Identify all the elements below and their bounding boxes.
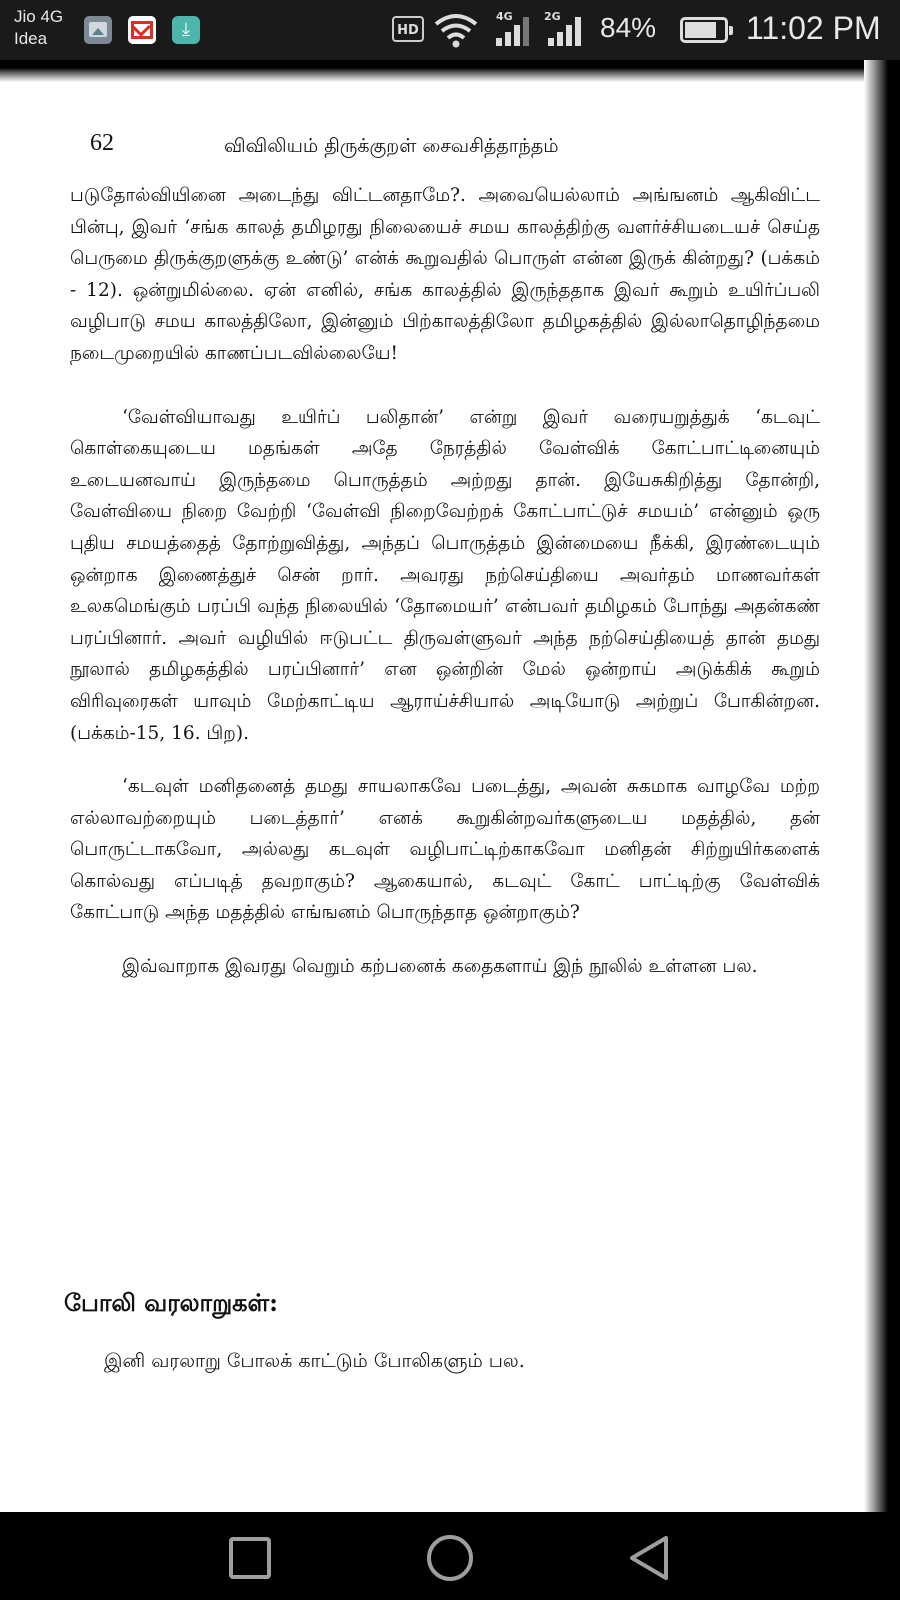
scan-edge-top (0, 60, 900, 82)
signal-1-label: 4G (496, 10, 513, 23)
scan-edge-right (864, 60, 900, 1512)
signal-strength-2-icon (540, 12, 596, 52)
carrier-line-2: Idea (14, 29, 48, 48)
home-circle-icon[interactable] (422, 1530, 478, 1586)
page-number: 62 (90, 130, 114, 156)
recents-square-icon[interactable] (222, 1530, 278, 1586)
paragraph-2: ‘வேள்வியாவது உயிர்ப் பலிதான்’ என்று இவர் வரையறுத்துக் ‘கடவுட் கொள்கையுடைய மதங்கள் அதே நேரத்தில் வேள்விக் கோட்பாட்டினையும் உடையனவாய் இருந்தமை பொருத்தம் அற்றது தான். இயேசுகிறித்து தோன்றி, வேள்வியை நிறை வேற்றி ‘வேள்வி நிறைவேற்றக் கோட்பாட்டுச் சமயம்’ என்னும் ஒரு புதிய சமயத்தைத் தோற்றுவித்து, அந்தப் பொருத்தம் இன்மையை நீக்கி, இரண்டையும் ஒன்றாக இணைத்துச் சென் றார். அவரது நற்செய்தியை அவர்தம் மாணவர்கள் உலகமெங்கும் பரப்பி வந்த நிலையில் ‘தோமையர்’ என்பவர் தமிழகம் போந்து அதன்கண் பரப்பினார். அவர் வழியில் ஈடுபட்ட திருவள்ளுவர் அந்த நற்செய்தியைத் தான் தமது நூலால் தமிழகத்தில் பரப்பினார்’ என ஒன்றின் மேல் ஒன்றாய் அடுக்கிக் கூறும் விரிவுரைகள் யாவும் மேற்காட்டிய ஆராய்ச்சியால் அடியோடு அற்றுப் போகின்றன. (பக்கம்-15, 16. பிற). (70, 406, 820, 744)
download-icon: ⤓ (172, 16, 200, 44)
gallery-icon (84, 16, 112, 44)
battery-percent: 84% (600, 12, 657, 43)
closing-line: இனி வரலாறு போலக் காட்டும் போலிகளும் பல. (104, 1350, 525, 1372)
carrier-info (14, 6, 63, 50)
paragraph-3: ‘கடவுள் மனிதனைத் தமது சாயலாகவே படைத்து, அவன் சுகமாக வாழவே மற்ற எல்லாவற்றையும் படைத்தார்’ எனக் கூறுகின்றவர்களுடைய மதத்தில், தன் பொருட்டாகவோ, அல்லது கடவுள் வழிபாட்டிற்காகவோ மனிதன் சிற்றுயிர்களைக் கொல்வது எப்படித் தவறாகும்? ஆகையால், கடவுட் கோட் பாட்டிற்கு வேள்விக் கோட்பாடு அந்த மதத்தில் எங்ஙனம் பொருந்தாத ஒன்றாகும்? (70, 776, 820, 924)
section-heading: போலி வரலாறுகள்: (64, 1288, 278, 1317)
signal-2-label: 2G (544, 10, 561, 23)
wifi-icon (434, 12, 478, 48)
carrier-line-1: Jio 4G (14, 7, 64, 26)
gmail-icon (128, 16, 156, 44)
document-page[interactable] (0, 60, 900, 1512)
running-head: விவிலியம் திருக்குறள் சைவசித்தாந்தம் (224, 135, 559, 157)
status-bar (0, 0, 900, 60)
paragraph-4: இவ்வாறாக இவரது வெறும் கற்பனைக் கதைகளாய் இந் நூலில் உள்ளன பல. (122, 956, 758, 978)
clock: 11:02 PM (746, 10, 881, 46)
navigation-bar (0, 1512, 900, 1600)
battery-icon (680, 17, 728, 43)
back-triangle-icon[interactable] (622, 1530, 678, 1586)
signal-strength-1-icon (488, 12, 536, 52)
hd-voice-icon: HD (392, 16, 424, 42)
paragraph-1: படுதோல்வியினை அடைந்து விட்டனதாமே?. அவையெல்லாம் அங்ஙனம் ஆகிவிட்ட பின்பு, இவர் ‘சங்க காலத் தமிழரது நிலையைச் சமய காலத்திற்கு வளர்ச்சியடையச் செய்த பெருமை திருக்குறளுக்கு உண்டு’ என்க் கூறுவதில் பொருள் என்ன இருக் கின்றது? (பக்கம் - 12). ஒன்றுமில்லை. ஏன் எனில், சங்க காலத்தில் இருந்ததாக இவர் கூறும் உயிர்ப்பலி வழிபாடு சமய காலத்திலோ, இன்னும் பிற்காலத்திலோ தமிழகத்தில் இல்லாதொழிந்தமை நடைமுறையில் காணப்படவில்லையே! (70, 185, 820, 364)
battery-level-fill (685, 22, 716, 38)
body-text (70, 180, 820, 983)
